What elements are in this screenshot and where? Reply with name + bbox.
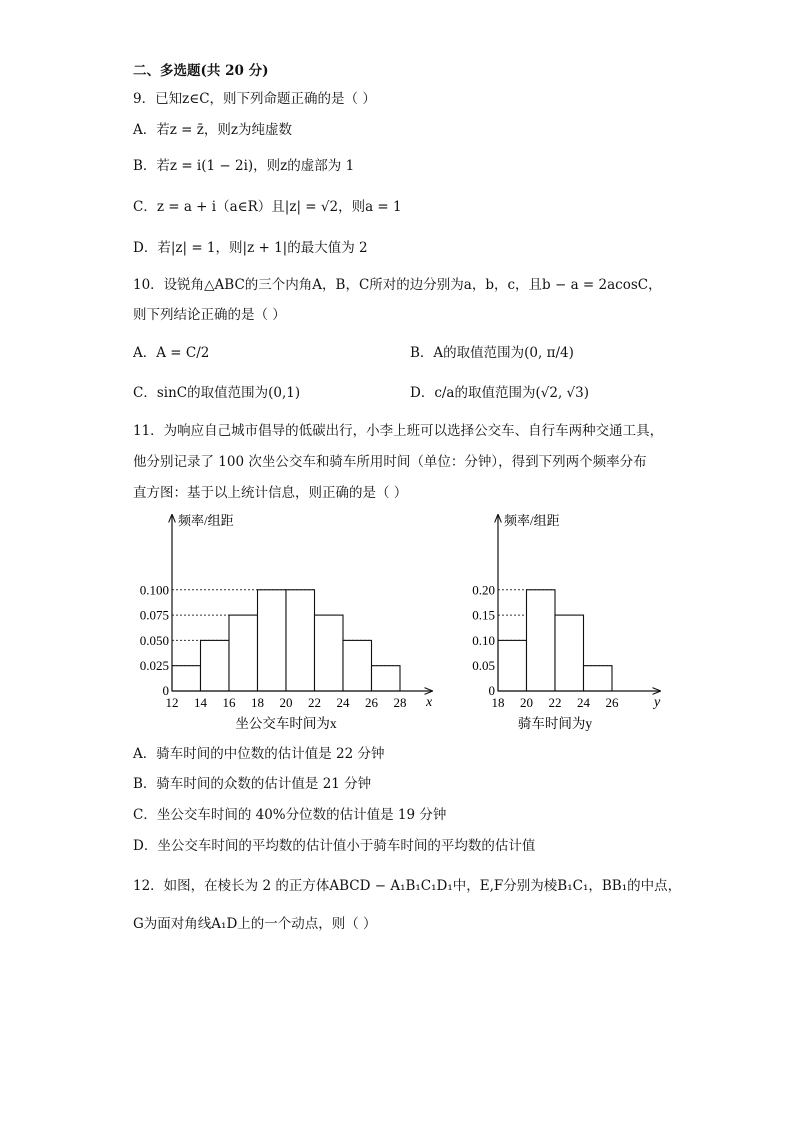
histogram-bar-2 [229,615,258,691]
q11-stem-line2: 他分别记录了 100 次坐公交车和骑车所用时间（单位：分钟），得到下列两个频率分布 [133,454,647,470]
x-tick-label-3: 18 [251,695,264,710]
x-tick-label-8: 28 [393,695,407,710]
q12-stem-line2: G为面对角线A₁D上的一个动点，则（ ） [133,916,377,932]
x-axis-caption: 骑车时间为y [517,716,593,731]
q9-option-c: C．z = a + i（a∈R）且|z| = √2，则a = 1 [133,199,402,215]
q9-stem: 9．已知z∈C，则下列命题正确的是（ ） [133,91,376,107]
x-tick-label-2: 16 [222,695,236,710]
x-tick-label-0: 18 [491,695,505,710]
y-tick-label-2: 0.075 [139,607,169,623]
q9-option-b: B．若z = i(1 − 2i)，则z的虚部为 1 [133,158,355,174]
y-tick-label-3: 0.20 [472,582,495,598]
y-tick-label-0: 0.025 [139,658,169,674]
q11-stem-line1: 11．为响应自己城市倡导的低碳出行，小李上班可以选择公交车、自行车两种交通工具， [133,423,664,439]
q11-option-c: C．坐公交车时间的 40%分位数的估计值是 19 分钟 [133,807,447,823]
q9-option-a: A．若z = z̄，则z为纯虚数 [133,122,292,138]
histogram-bar-6 [343,640,372,691]
x-axis-caption: 坐公交车时间为x [235,716,337,731]
y-tick-label-1: 0.050 [139,632,169,648]
y-tick-label-0: 0.05 [472,658,495,674]
histogram-bar-3 [258,590,287,691]
x-tick-label-1: 20 [520,695,533,710]
histogram-bar-1 [527,590,556,691]
histogram-bar-4 [286,590,315,691]
x-tick-label-2: 22 [548,695,562,710]
x-tick-label-7: 26 [365,695,378,710]
y-tick-label-2: 0.15 [472,607,495,623]
histogram-bar-5 [315,615,344,691]
histogram-bar-1 [201,640,230,691]
q10-option-d: D．c/a的取值范围为(√2, √3) [410,385,589,401]
y-axis-label: 频率/组距 [504,513,560,528]
q10-option-c: C．sinC的取值范围为(0,1) [133,385,301,401]
section-title: 二、多选题(共 20 分) [133,63,269,79]
histograms-figure [0,505,794,735]
x-tick-label-0: 12 [165,695,179,710]
q11-option-a: A．骑车时间的中位数的估计值是 22 分钟 [133,746,385,762]
q10-option-a: A．A = C/2 [133,345,210,361]
x-tick-label-1: 14 [194,695,207,710]
q11-stem-line3: 直方图：基于以上统计信息，则正确的是（ ） [133,485,408,501]
q10-stem-line1: 10．设锐角△ABC的三个内角A，B，C所对的边分别为a，b，c，且b − a = 2acosC， [133,277,662,293]
q10-option-b: B．A的取值范围为(0, π/4) [410,345,574,361]
q10-stem-line2: 则下列结论正确的是（ ） [133,307,286,323]
q11-option-d: D．坐公交车时间的平均数的估计值小于骑车时间的平均数的估计值 [133,838,536,854]
q9-option-d: D．若|z| = 1，则|z + 1|的最大值为 2 [133,240,368,256]
origin-label: 0 [488,683,495,698]
histogram-bar-2 [555,615,584,691]
x-tick-label-6: 24 [336,695,350,710]
q11-option-b: B．骑车时间的众数的估计值是 21 分钟 [133,776,372,792]
histogram-bar-0 [498,640,527,691]
histogram-bar-0 [172,666,201,691]
y-axis-label: 频率/组距 [178,513,234,528]
y-tick-label-3: 0.100 [139,582,169,598]
x-tick-label-3: 24 [577,695,590,710]
q12-stem-line1: 12．如图，在棱长为 2 的正方体ABCD − A₁B₁C₁D₁中，E,F分别为棱B₁C₁，BB₁的中点， [133,878,682,894]
x-tick-label-5: 22 [308,695,321,710]
bike-time-histogram [472,513,661,731]
x-axis-symbol: y [654,695,661,710]
x-axis-symbol: x [426,695,433,710]
histogram-bar-3 [584,666,613,691]
origin-label: 0 [162,683,169,698]
y-tick-label-1: 0.10 [472,632,495,648]
histogram-bar-7 [372,666,401,691]
bus-time-histogram [140,513,433,731]
x-tick-label-4: 20 [279,695,293,710]
x-tick-label-4: 26 [605,695,619,710]
